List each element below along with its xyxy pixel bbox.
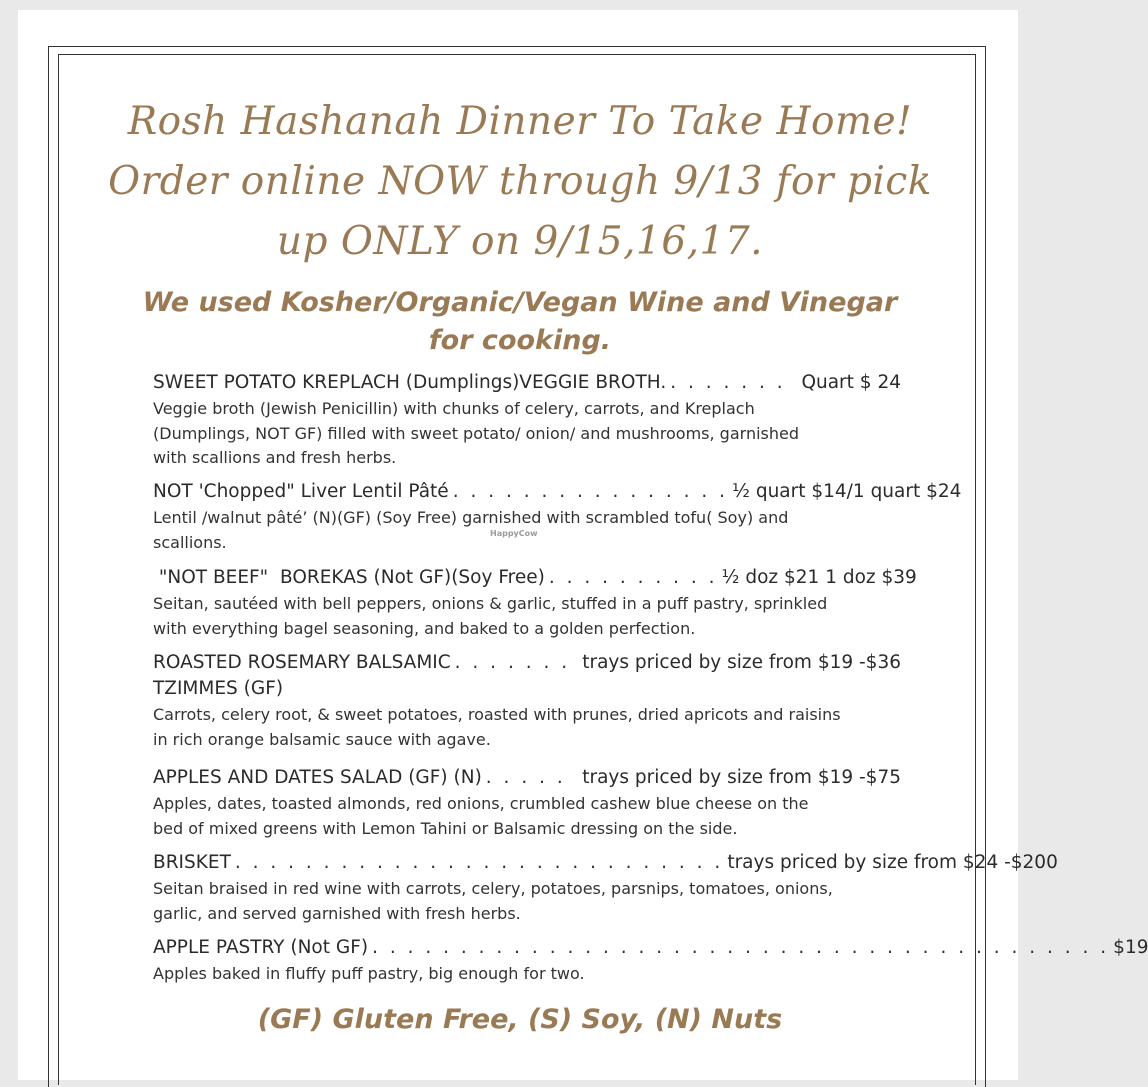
item-description bbox=[153, 962, 901, 987]
item-header bbox=[153, 765, 901, 791]
menu-item-tzimmes bbox=[153, 650, 901, 752]
item-leader: . . . . . . . . . . bbox=[548, 567, 718, 588]
item-name: APPLE PASTRY (Not GF) bbox=[153, 937, 369, 958]
menu-item-apples-dates-salad bbox=[153, 765, 901, 841]
item-leader: . . . . . bbox=[485, 767, 566, 788]
item-price: $19 bbox=[1113, 937, 1148, 958]
item-header bbox=[153, 850, 1058, 876]
item-description bbox=[153, 592, 901, 641]
item-leader: . . . . . . . bbox=[670, 372, 786, 393]
item-price: trays priced by size from $19 -$36 bbox=[582, 652, 901, 673]
subtitle-line-1: We used Kosher/Organic/Vegan Wine and Vinegar bbox=[142, 287, 898, 318]
desc-line: with everything bagel seasoning, and baked to a golden perfection. bbox=[153, 618, 696, 638]
happycow-watermark: HappyCow bbox=[490, 529, 538, 538]
title-line-3: up ONLY on 9/15,16,17. bbox=[276, 219, 764, 264]
menu-item-kreplach bbox=[153, 370, 901, 471]
item-leader: . . . . . . . . . . . . . . . . . . . . . . . . . . . . bbox=[234, 852, 724, 873]
desc-line: Veggie broth (Jewish Penicillin) with chunks of celery, carrots, and Kreplach bbox=[153, 399, 755, 418]
item-price: trays priced by size from $24 -$200 bbox=[727, 852, 1058, 873]
desc-line: garlic, and served garnished with fresh herbs. bbox=[153, 903, 521, 923]
item-description bbox=[153, 792, 901, 841]
menu-item-brisket bbox=[153, 850, 1058, 926]
desc-line: Carrots, celery root, & sweet potatoes, roasted with prunes, dried apricots and raisins bbox=[153, 705, 841, 724]
item-header bbox=[153, 565, 917, 591]
dietary-legend: (GF) Gluten Free, (S) Soy, (N) Nuts bbox=[257, 1004, 783, 1035]
subtitle-line-2: for cooking. bbox=[428, 325, 612, 356]
item-price: Quart $ 24 bbox=[801, 372, 901, 393]
desc-line: Seitan, sautéed with bell peppers, onions & garlic, stuffed in a puff pastry, sprinkled bbox=[153, 594, 828, 613]
item-leader: . . . . . . . . . . . . . . . . bbox=[452, 481, 729, 502]
item-name: SWEET POTATO KREPLACH (Dumplings)VEGGIE BROTH. bbox=[153, 372, 667, 393]
desc-line: Apples, dates, toasted almonds, red onions, crumbled cashew blue cheese on the bbox=[153, 794, 809, 813]
desc-line: (Dumplings, NOT GF) filled with sweet potato/ onion/ and mushrooms, garnished bbox=[153, 423, 799, 443]
item-description bbox=[153, 703, 901, 752]
title-line-1: Rosh Hashanah Dinner To Take Home! bbox=[127, 99, 913, 144]
desc-line: Apples baked in fluffy puff pastry, big enough for two. bbox=[153, 964, 585, 983]
item-name: "NOT BEEF" BOREKAS (Not GF)(Soy Free) bbox=[153, 567, 545, 588]
item-price: ½ quart $14/1 quart $24 bbox=[732, 481, 962, 502]
item-leader: . . . . . . . . . . . . . . . . . . . . . . . . . . . . . . . . . . . . . . . . . . bbox=[372, 937, 1110, 958]
item-price: trays priced by size from $19 -$75 bbox=[582, 767, 901, 788]
menu-item-liver-pate bbox=[153, 479, 962, 555]
item-header bbox=[153, 370, 901, 396]
desc-line: scallions. bbox=[153, 532, 227, 552]
desc-line: Seitan braised in red wine with carrots, celery, potatoes, parsnips, tomatoes, onions, bbox=[153, 879, 833, 898]
menu-item-borekas bbox=[153, 565, 917, 641]
item-header bbox=[153, 479, 962, 505]
item-name: APPLES AND DATES SALAD (GF) (N) bbox=[153, 767, 482, 788]
item-header bbox=[153, 935, 1148, 961]
menu-item-apple-pastry bbox=[153, 935, 1148, 987]
menu-title bbox=[90, 92, 950, 272]
item-name: ROASTED ROSEMARY BALSAMIC bbox=[153, 652, 451, 673]
desc-line: with scallions and fresh herbs. bbox=[153, 448, 397, 467]
item-header bbox=[153, 650, 901, 676]
item-description bbox=[153, 877, 901, 926]
title-line-2: Order online NOW through 9/13 for pick bbox=[108, 159, 932, 204]
menu-subtitle bbox=[100, 284, 940, 360]
item-description bbox=[153, 397, 901, 471]
item-name: NOT 'Chopped" Liver Lentil Pâté bbox=[153, 481, 449, 502]
desc-line: bed of mixed greens with Lemon Tahini or Balsamic dressing on the side. bbox=[153, 818, 738, 838]
item-name: BRISKET bbox=[153, 852, 231, 873]
item-name-continued: TZIMMES (GF) bbox=[153, 678, 284, 699]
item-price: ½ doz $21 1 doz $39 bbox=[721, 567, 917, 588]
desc-line: Lentil /walnut pâté’ (N)(GF) (Soy Free) garnished with scrambled tofu( Soy) and bbox=[153, 508, 789, 527]
desc-line: in rich orange balsamic sauce with agave. bbox=[153, 729, 491, 749]
item-leader: . . . . . . . bbox=[454, 652, 571, 673]
